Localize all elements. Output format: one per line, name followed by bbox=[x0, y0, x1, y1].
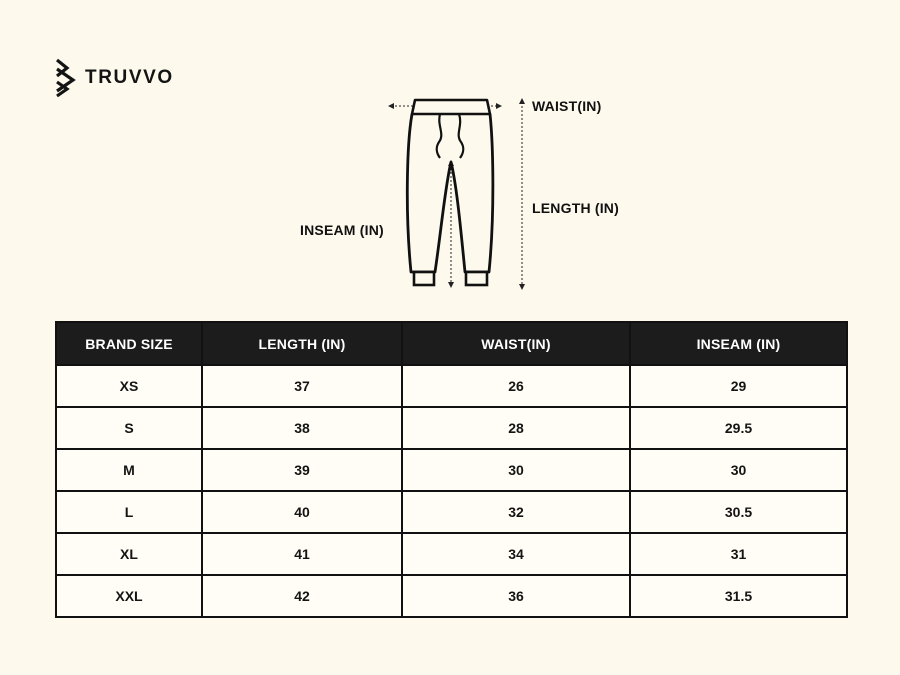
column-header-brand-size: BRAND SIZE bbox=[56, 322, 202, 365]
waist-cell: 26 bbox=[402, 365, 630, 407]
inseam-cell: 31 bbox=[630, 533, 847, 575]
length-cell: 37 bbox=[202, 365, 402, 407]
waist-cell: 32 bbox=[402, 491, 630, 533]
length-cell: 41 bbox=[202, 533, 402, 575]
length-cell: 38 bbox=[202, 407, 402, 449]
chevron-stack-logo-icon bbox=[55, 58, 77, 98]
column-header-length: LENGTH (IN) bbox=[202, 322, 402, 365]
table-header-row bbox=[56, 322, 847, 365]
table-row bbox=[56, 407, 847, 449]
size-cell: XS bbox=[56, 365, 202, 407]
inseam-dimension-label: INSEAM (IN) bbox=[300, 222, 384, 238]
inseam-cell: 29.5 bbox=[630, 407, 847, 449]
brand-name: TRUVVO bbox=[85, 67, 174, 88]
size-cell: M bbox=[56, 449, 202, 491]
pants-outline-icon bbox=[385, 92, 530, 297]
size-cell: XXL bbox=[56, 575, 202, 617]
length-measure-arrow bbox=[519, 98, 525, 290]
waist-cell: 34 bbox=[402, 533, 630, 575]
column-header-inseam: INSEAM (IN) bbox=[630, 322, 847, 365]
brand-logo bbox=[55, 58, 174, 98]
waist-cell: 36 bbox=[402, 575, 630, 617]
waist-cell: 28 bbox=[402, 407, 630, 449]
length-cell: 40 bbox=[202, 491, 402, 533]
inseam-cell: 31.5 bbox=[630, 575, 847, 617]
size-chart-table bbox=[55, 321, 848, 618]
table-row bbox=[56, 491, 847, 533]
size-cell: S bbox=[56, 407, 202, 449]
waist-dimension-label: WAIST(IN) bbox=[532, 98, 602, 114]
column-header-waist: WAIST(IN) bbox=[402, 322, 630, 365]
inseam-cell: 29 bbox=[630, 365, 847, 407]
size-cell: XL bbox=[56, 533, 202, 575]
waist-cell: 30 bbox=[402, 449, 630, 491]
table-row bbox=[56, 449, 847, 491]
table-row bbox=[56, 365, 847, 407]
inseam-cell: 30 bbox=[630, 449, 847, 491]
length-cell: 42 bbox=[202, 575, 402, 617]
length-dimension-label: LENGTH (IN) bbox=[532, 200, 619, 216]
table-row bbox=[56, 575, 847, 617]
table-row bbox=[56, 533, 847, 575]
size-cell: L bbox=[56, 491, 202, 533]
inseam-cell: 30.5 bbox=[630, 491, 847, 533]
length-cell: 39 bbox=[202, 449, 402, 491]
